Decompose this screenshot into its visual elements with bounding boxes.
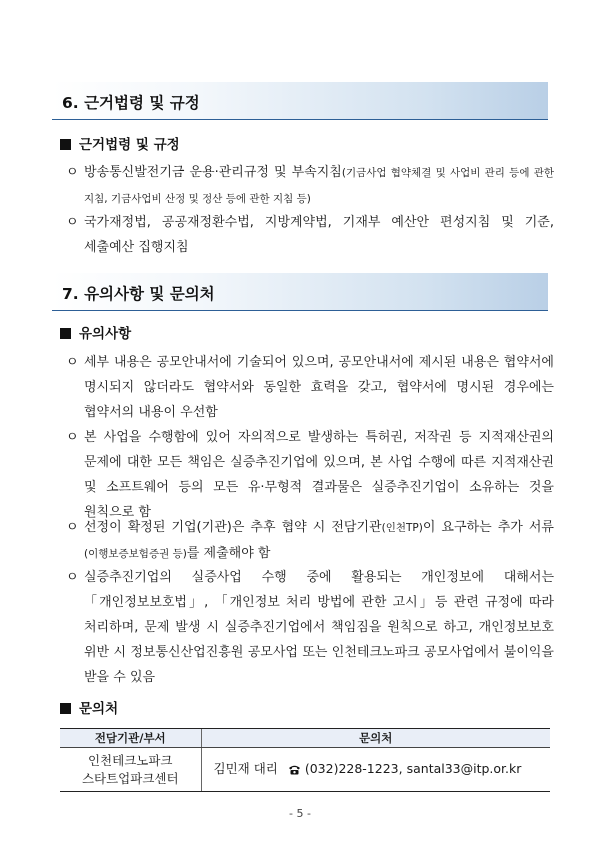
notice-item-text [84,515,554,567]
contact-person: 김민재 대리 [213,760,278,776]
notice-item [66,515,554,567]
org-cell [60,748,201,792]
notice-subheading-text: 유의사항 [79,326,132,342]
regulation-item [66,160,554,212]
contact-subheading-text: 문의처 [79,701,119,717]
notice-text-small: (인천TP) [381,522,423,534]
section-6-subheading [60,133,180,153]
contact-phone: (032)228-1223, [304,760,403,776]
page-number: - 5 - [289,807,311,820]
notice-text-part: 이 요구하는 추가 서류 [422,520,554,535]
square-bullet-icon [60,328,71,339]
circle-bullet-icon: ㅇ [66,520,79,535]
contact-table-header-row [60,729,550,748]
notice-item [66,565,554,690]
notice-item [66,425,554,525]
header-org: 전담기관/부서 [60,729,201,748]
section-7-header [52,273,548,311]
notice-item-text: 실증추진기업의 실증사업 수행 중에 활용되는 개인정보에 대해서는 「개인정보보호법」, 「개인정보 처리 방법에 관한 고시」등 관련 규정에 따라 처리하며, 문제 발생 시 실증추진기업에서 책임짐을 원칙으로 하고, 개인정보보호 위반 시 정보통신산업진흥원 공모사업 또는 인천테크노파크 공모사업에서 불이익을 받을 수 있음 [84,570,554,685]
circle-bullet-icon: ㅇ [66,215,79,230]
org-dept: 스타트업파크센터 [81,770,179,786]
circle-bullet-icon: ㅇ [66,570,79,585]
contact-subheading [60,697,118,717]
regulation-main: 방송통신발전기금 운용·관리규정 및 부속지침 [84,165,342,180]
regulation-detail: (기금사업 협약체결 및 사업비 관리 등에 관한 지침, 기금사업비 산정 및 정산 등에 관한 지침 등) [84,167,554,205]
regulation-item [66,210,554,260]
table-row [60,748,550,792]
notice-text-part: 를 제출해야 함 [186,546,271,561]
notice-item [66,350,554,425]
org-name: 인천테크노파크 [87,752,173,768]
circle-bullet-icon: ㅇ [66,165,79,180]
contact-email[interactable]: santal33@itp.or.kr [406,760,522,776]
section-6-title: 6. 근거법령 및 규정 [62,94,200,112]
square-bullet-icon [60,703,71,714]
notice-subheading [60,322,131,342]
contact-cell [201,748,550,792]
notice-item-text: 세부 내용은 공모안내서에 기술되어 있으며, 공모안내서에 제시된 내용은 협약서에 명시되지 않더라도 협약서와 동일한 효력을 갖고, 협약서에 명시된 경우에는 협약서의 내용이 우선함 [84,355,554,420]
notice-text-part: 선정이 확정된 기업(기관)은 추후 협약 시 전담기관 [84,520,382,535]
header-contact: 문의처 [201,729,550,748]
contact-table [60,728,550,792]
section-6-subheading-text: 근거법령 및 규정 [79,137,180,153]
regulation-item-text: 국가재정법, 공공재정환수법, 지방계약법, 기재부 예산안 편성지침 및 기준, 세출예산 집행지침 [84,215,554,255]
notice-text-small: (이행보증보험증권 등) [84,548,187,560]
circle-bullet-icon: ㅇ [66,430,79,445]
notice-item-text: 본 사업을 수행함에 있어 자의적으로 발생하는 특허권, 저작권 등 지적재산권의 문제에 대한 모든 책임은 실증추진기업에 있으며, 본 사업 수행에 따른 지적재산권 및 소프트웨어 등의 모든 유·무형적 결과물은 실증추진기업이 소유하는 것을 원칙으로 함 [84,430,554,520]
square-bullet-icon [60,139,71,150]
circle-bullet-icon: ㅇ [66,355,79,370]
section-7-title: 7. 유의사항 및 문의처 [62,285,215,303]
telephone-icon [288,762,301,780]
section-6-header [52,82,548,120]
regulation-item-text [84,160,554,212]
